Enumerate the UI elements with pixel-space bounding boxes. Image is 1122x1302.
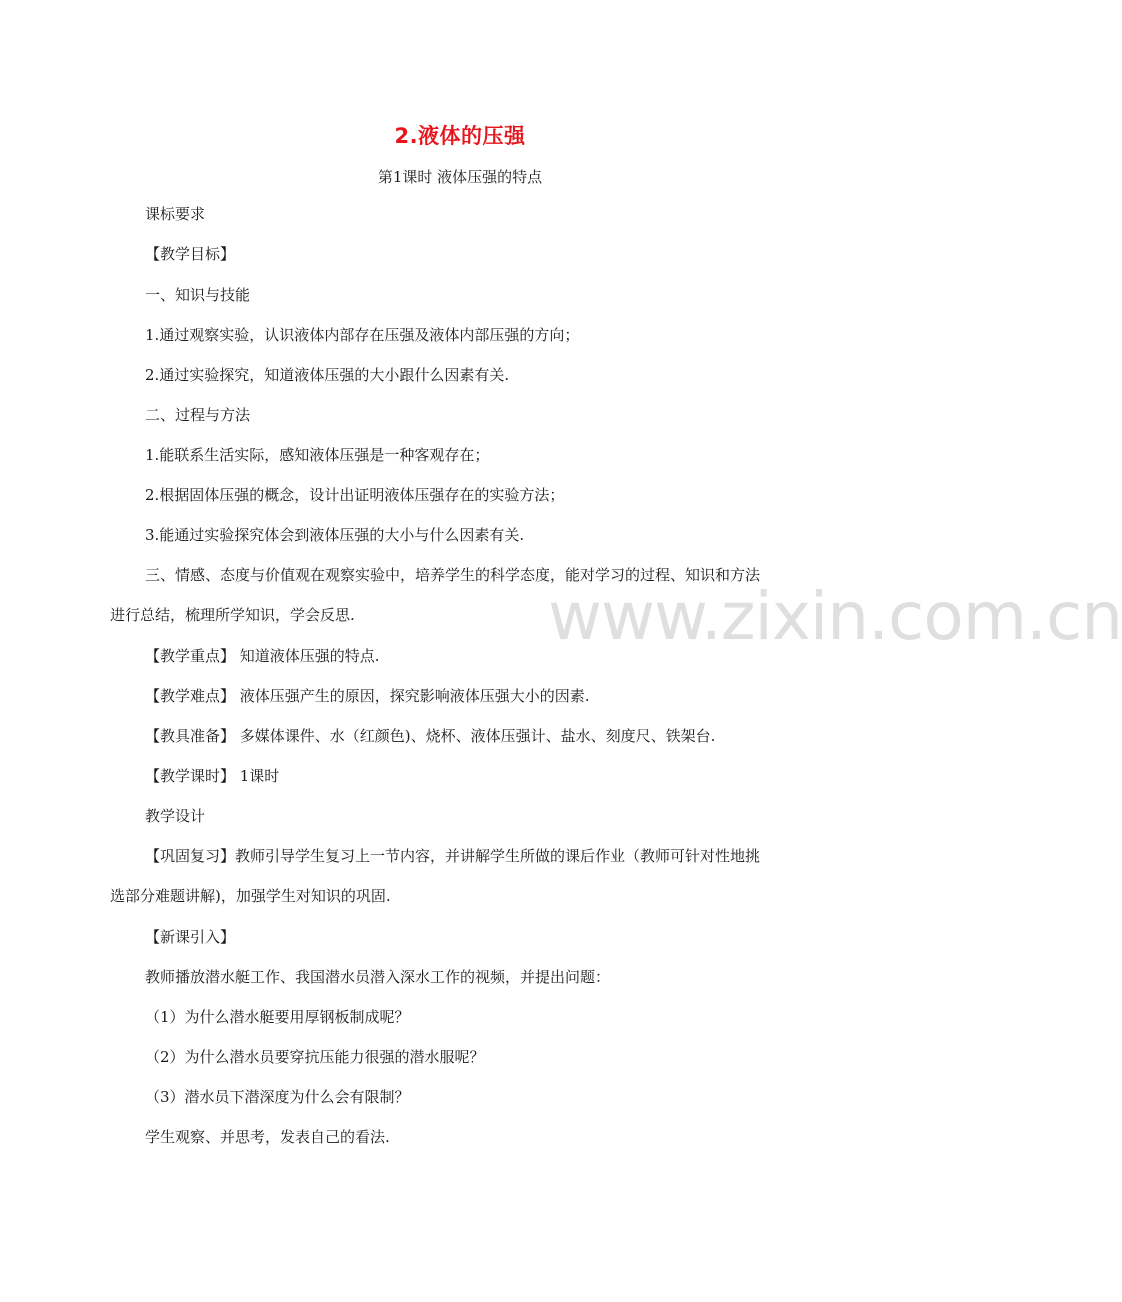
section-heading: 二、过程与方法 (145, 406, 251, 424)
section-heading: 【新课引入】 (145, 928, 236, 946)
section-heading: 教学设计 (145, 807, 206, 825)
paragraph-line: 【巩固复习】教师引导学生复习上一节内容，并讲解学生所做的课后作业（教师可针对性地挑 (145, 847, 761, 865)
paragraph-line: 学生观察、并思考，发表自己的看法. (145, 1128, 390, 1146)
paragraph-line: 【教具准备】 多媒体课件、水（红颜色)、烧杯、液体压强计、盐水、刻度尺、铁架台. (145, 727, 716, 745)
section-heading: 课标要求 (145, 205, 206, 223)
document-title: 2.液体的压强 (394, 124, 526, 148)
paragraph-line: 2.通过实验探究，知道液体压强的大小跟什么因素有关. (145, 366, 510, 384)
paragraph-line: 【教学重点】 知道液体压强的特点. (145, 647, 380, 665)
paragraph-line: 【教学难点】 液体压强产生的原因，探究影响液体压强大小的因素. (145, 687, 590, 705)
paragraph-line: 2.根据固体压强的概念，设计出证明液体压强存在的实验方法； (145, 486, 565, 504)
document-subtitle: 第1课时 液体压强的特点 (377, 168, 543, 186)
question-item: （3）潜水员下潜深度为什么会有限制？ (145, 1088, 410, 1106)
paragraph-line: 3.能通过实验探究体会到液体压强的大小与什么因素有关. (145, 526, 525, 544)
watermark: www.zixin.com.cn (548, 578, 1122, 655)
paragraph-line: 三、情感、态度与价值观在观察实验中，培养学生的科学态度，能对学习的过程、知识和方法 (145, 566, 761, 584)
paragraph-line: 教师播放潜水艇工作、我国潜水员潜入深水工作的视频，并提出问题： (145, 968, 611, 986)
paragraph-line: 【教学课时】 1课时 (145, 767, 280, 785)
paragraph-line: 1.通过观察实验，认识液体内部存在压强及液体内部压强的方向； (145, 326, 580, 344)
question-item: （2）为什么潜水员要穿抗压能力很强的潜水服呢？ (145, 1048, 485, 1066)
question-item: （1）为什么潜水艇要用厚钢板制成呢？ (145, 1008, 410, 1026)
paragraph-line: 选部分难题讲解)，加强学生对知识的巩固. (110, 887, 391, 905)
section-heading: 【教学目标】 (145, 245, 236, 263)
paragraph-line: 1.能联系生活实际，感知液体压强是一种客观存在； (145, 446, 490, 464)
paragraph-line: 进行总结，梳理所学知识，学会反思. (110, 606, 355, 624)
section-heading: 一、知识与技能 (145, 286, 251, 304)
